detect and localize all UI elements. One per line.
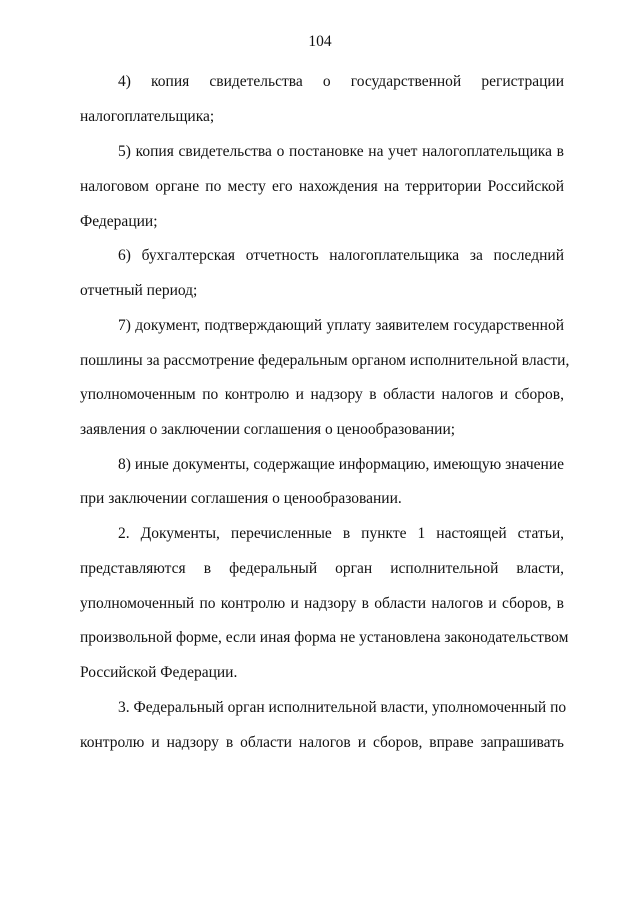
text-line: уполномоченный по контролю и надзору в области налогов и сборов, в bbox=[80, 595, 564, 612]
text-line: 3. Федеральный орган исполнительной власти, уполномоченный по bbox=[118, 699, 567, 716]
text-line: представляются в федеральный орган исполнительной власти, bbox=[80, 560, 564, 577]
text-line: контролю и надзору в области налогов и сборов, вправе запрашивать bbox=[80, 734, 564, 751]
text-line: при заключении соглашения о ценообразовании. bbox=[80, 490, 402, 507]
text-line: налоговом органе по месту его нахождения на территории Российской bbox=[80, 178, 564, 195]
text-line: Федерации; bbox=[80, 213, 158, 230]
text-line: 5) копия свидетельства о постановке на учет налогоплательщика в bbox=[118, 143, 564, 160]
text-line: произвольной форме, если иная форма не установлена законодательством bbox=[80, 629, 569, 646]
page-number: 104 bbox=[308, 33, 332, 50]
text-line: налогоплательщика; bbox=[80, 108, 215, 125]
text-line: 4) копия свидетельства о государственной регистрации bbox=[118, 73, 564, 90]
text-line: 6) бухгалтерская отчетность налогоплательщика за последний bbox=[118, 247, 564, 264]
text-line: 8) иные документы, содержащие информацию, имеющую значение bbox=[118, 456, 564, 473]
text-line: 2. Документы, перечисленные в пункте 1 настоящей статьи, bbox=[118, 525, 564, 542]
text-line: 7) документ, подтверждающий уплату заявителем государственной bbox=[118, 317, 564, 334]
text-line: отчетный период; bbox=[80, 282, 198, 299]
text-line: Российской Федерации. bbox=[80, 664, 238, 681]
text-line: заявления о заключении соглашения о ценообразовании; bbox=[80, 421, 456, 438]
text-line: уполномоченным по контролю и надзору в области налогов и сборов, bbox=[80, 386, 564, 403]
text-line: пошлины за рассмотрение федеральным органом исполнительной власти, bbox=[80, 352, 570, 369]
